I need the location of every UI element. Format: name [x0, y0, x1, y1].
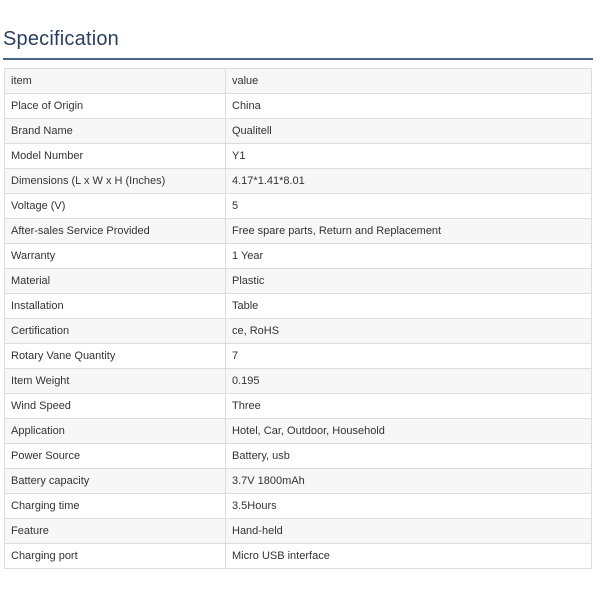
table-row — [5, 144, 592, 169]
specification-table-body — [5, 69, 592, 569]
title-divider — [3, 58, 593, 60]
row-item-cell: After-sales Service Provided — [5, 219, 226, 244]
row-value-cell: Three — [226, 394, 592, 419]
table-row — [5, 219, 592, 244]
row-item-cell: Charging port — [5, 544, 226, 569]
row-value-cell: Y1 — [226, 144, 592, 169]
row-item-cell: Dimensions (L x W x H (Inches) — [5, 169, 226, 194]
row-item-cell: Feature — [5, 519, 226, 544]
table-header-row — [5, 69, 592, 94]
table-row — [5, 369, 592, 394]
table-row — [5, 244, 592, 269]
row-item-cell: Certification — [5, 319, 226, 344]
row-value-cell: 4.17*1.41*8.01 — [226, 169, 592, 194]
row-value-cell: Hand-held — [226, 519, 592, 544]
row-value-cell: 1 Year — [226, 244, 592, 269]
row-item-cell: Item Weight — [5, 369, 226, 394]
table-row — [5, 494, 592, 519]
row-value-cell: Free spare parts, Return and Replacement — [226, 219, 592, 244]
row-item-cell: Brand Name — [5, 119, 226, 144]
table-row — [5, 269, 592, 294]
row-item-cell: Model Number — [5, 144, 226, 169]
row-value-cell: 3.7V 1800mAh — [226, 469, 592, 494]
header-value-cell: value — [226, 69, 592, 94]
table-row — [5, 519, 592, 544]
table-row — [5, 419, 592, 444]
row-item-cell: Voltage (V) — [5, 194, 226, 219]
row-item-cell: Material — [5, 269, 226, 294]
row-value-cell: Table — [226, 294, 592, 319]
table-row — [5, 119, 592, 144]
header-item-cell: item — [5, 69, 226, 94]
row-value-cell: Battery, usb — [226, 444, 592, 469]
table-row — [5, 194, 592, 219]
table-row — [5, 344, 592, 369]
row-value-cell: 3.5Hours — [226, 494, 592, 519]
row-value-cell: Plastic — [226, 269, 592, 294]
row-value-cell: China — [226, 94, 592, 119]
row-item-cell: Installation — [5, 294, 226, 319]
row-item-cell: Charging time — [5, 494, 226, 519]
row-item-cell: Application — [5, 419, 226, 444]
row-value-cell: 0.195 — [226, 369, 592, 394]
row-value-cell: ce, RoHS — [226, 319, 592, 344]
table-row — [5, 444, 592, 469]
row-item-cell: Rotary Vane Quantity — [5, 344, 226, 369]
table-row — [5, 469, 592, 494]
row-item-cell: Warranty — [5, 244, 226, 269]
table-row — [5, 319, 592, 344]
table-row — [5, 294, 592, 319]
row-item-cell: Power Source — [5, 444, 226, 469]
row-value-cell: Micro USB interface — [226, 544, 592, 569]
row-item-cell: Wind Speed — [5, 394, 226, 419]
table-row — [5, 169, 592, 194]
table-row — [5, 94, 592, 119]
row-value-cell: 5 — [226, 194, 592, 219]
specification-table — [4, 68, 592, 569]
row-value-cell: Qualitell — [226, 119, 592, 144]
table-row — [5, 544, 592, 569]
table-row — [5, 394, 592, 419]
row-value-cell: Hotel, Car, Outdoor, Household — [226, 419, 592, 444]
row-item-cell: Place of Origin — [5, 94, 226, 119]
row-value-cell: 7 — [226, 344, 592, 369]
page-title: Specification — [3, 28, 119, 50]
row-item-cell: Battery capacity — [5, 469, 226, 494]
